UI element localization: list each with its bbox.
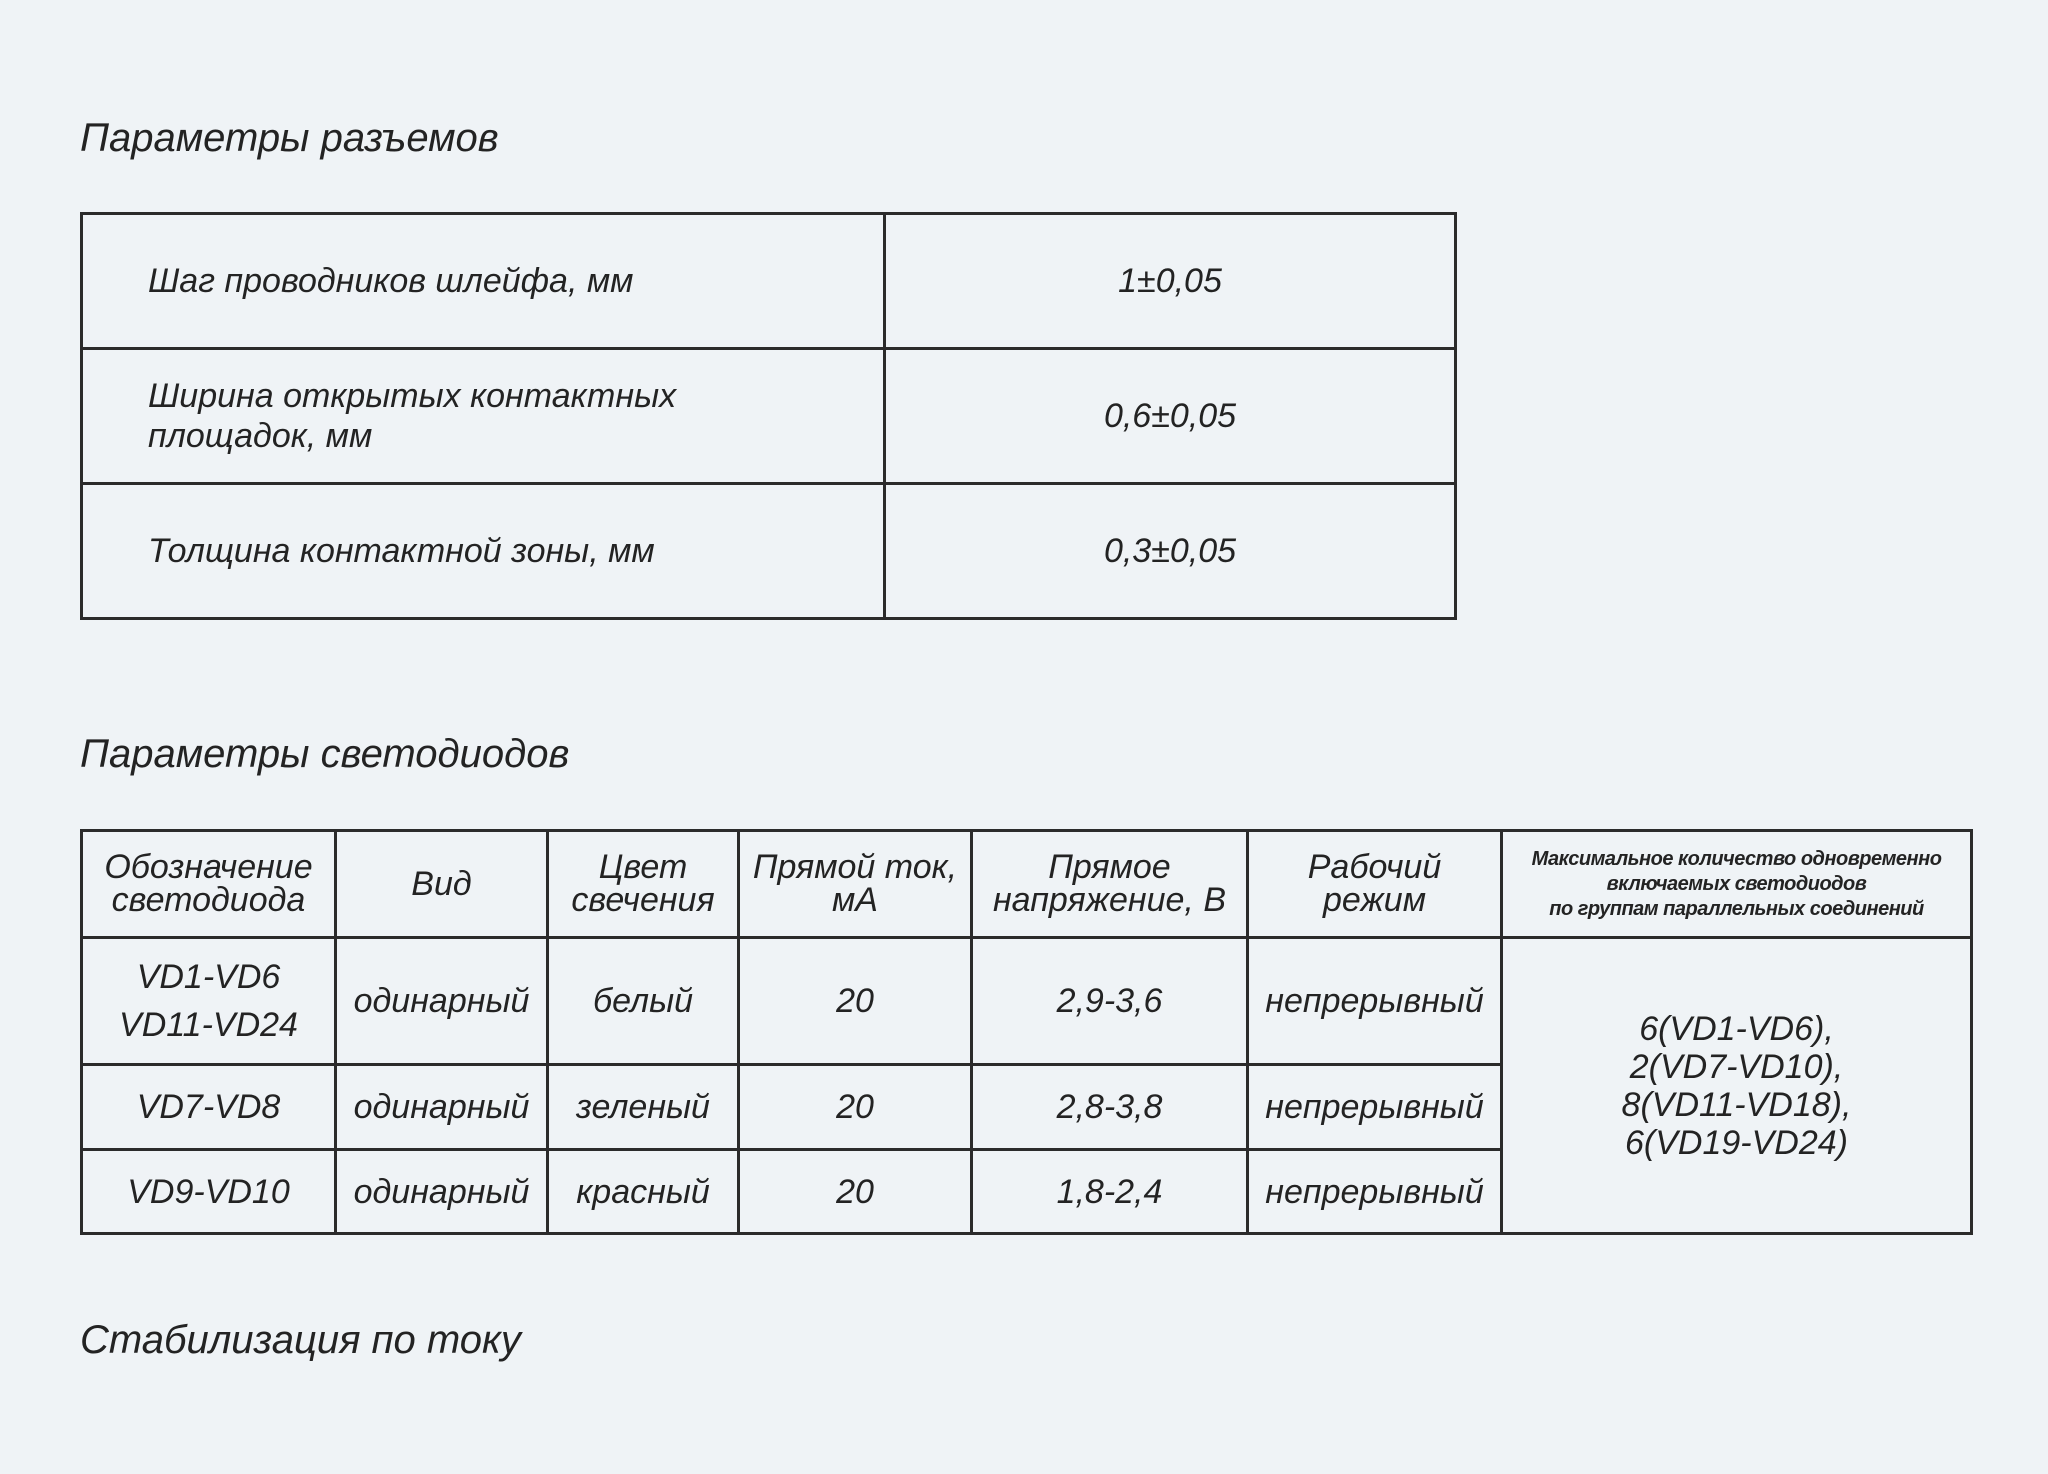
connectors-table bbox=[80, 212, 1457, 620]
header-type: Вид bbox=[336, 831, 548, 938]
stabilization-section-title: Стабилизация по току bbox=[80, 1318, 521, 1362]
leds-section-title: Параметры светодиодов bbox=[80, 732, 570, 776]
header-operating-mode: Рабочий режим bbox=[1248, 831, 1502, 938]
designation-cell: VD7-VD8 bbox=[82, 1065, 336, 1150]
type-cell: одинарный bbox=[336, 1065, 548, 1150]
header-max-count: Максимальное количество одновременно включаемых светодиодов по группам параллельных соединений bbox=[1502, 831, 1972, 938]
mode-cell: непрерывный bbox=[1248, 1150, 1502, 1234]
param-name-cell bbox=[82, 349, 885, 484]
header-color: Цвет свечения bbox=[548, 831, 739, 938]
current-cell: 20 bbox=[739, 938, 972, 1065]
table-row bbox=[82, 484, 1456, 619]
type-cell: одинарный bbox=[336, 1150, 548, 1234]
param-value-cell: 1±0,05 bbox=[885, 214, 1456, 349]
mode-cell: непрерывный bbox=[1248, 1065, 1502, 1150]
header-forward-current: Прямой ток, мА bbox=[739, 831, 972, 938]
voltage-cell: 2,8-3,8 bbox=[972, 1065, 1248, 1150]
param-name: Ширина открытых контактных bbox=[148, 377, 677, 415]
current-cell: 20 bbox=[739, 1065, 972, 1150]
leds-table bbox=[80, 829, 1973, 1235]
header-forward-voltage: Прямое напряжение, В bbox=[972, 831, 1248, 938]
param-name-cell bbox=[82, 484, 885, 619]
param-name: Шаг проводников шлейфа, мм bbox=[148, 262, 634, 300]
table-row bbox=[82, 938, 1972, 1065]
header-designation: Обозначение светодиода bbox=[82, 831, 336, 938]
designation-cell: VD1-VD6 VD11-VD24 bbox=[82, 938, 336, 1065]
current-cell: 20 bbox=[739, 1150, 972, 1234]
connectors-section-title: Параметры разъемов bbox=[80, 116, 499, 160]
param-name: площадок, мм bbox=[148, 417, 373, 455]
color-cell: белый bbox=[548, 938, 739, 1065]
table-row bbox=[82, 349, 1456, 484]
param-value-cell: 0,3±0,05 bbox=[885, 484, 1456, 619]
designation-cell: VD9-VD10 bbox=[82, 1150, 336, 1234]
mode-cell: непрерывный bbox=[1248, 938, 1502, 1065]
color-cell: зеленый bbox=[548, 1065, 739, 1150]
voltage-cell: 2,9-3,6 bbox=[972, 938, 1248, 1065]
param-name-cell bbox=[82, 214, 885, 349]
voltage-cell: 1,8-2,4 bbox=[972, 1150, 1248, 1234]
table-row bbox=[82, 214, 1456, 349]
color-cell: красный bbox=[548, 1150, 739, 1234]
type-cell: одинарный bbox=[336, 938, 548, 1065]
max-count-cell: 6(VD1-VD6), 2(VD7-VD10), 8(VD11-VD18), 6(VD19-VD24) bbox=[1502, 938, 1972, 1234]
param-value-cell: 0,6±0,05 bbox=[885, 349, 1456, 484]
param-name: Толщина контактной зоны, мм bbox=[148, 532, 655, 570]
table-header-row bbox=[82, 831, 1972, 938]
